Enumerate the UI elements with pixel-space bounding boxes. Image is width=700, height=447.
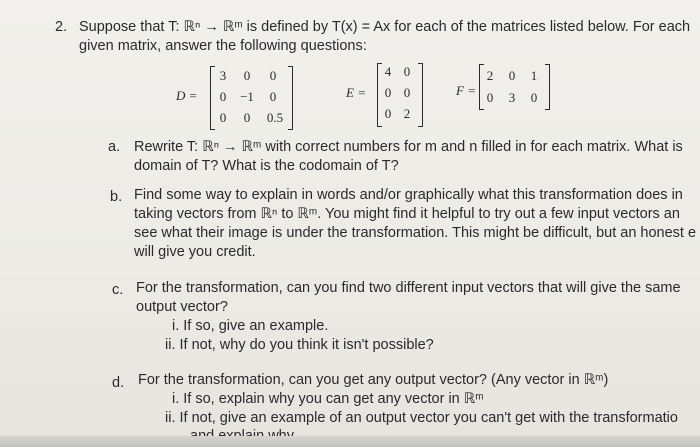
matrix-e-cell: 4 <box>384 64 392 79</box>
question-intro-line2: given matrix, answer the following questions: <box>79 38 367 54</box>
part-b-letter: b. <box>110 189 123 205</box>
question-intro-line1: Suppose that T: ℝⁿ → ℝᵐ is defined by T(x) = Ax for each of the matrices listed below. For each <box>79 19 691 35</box>
matrix-f-cell: 3 <box>508 90 516 105</box>
matrix-d-right-bracket <box>288 66 293 130</box>
matrix-d-cell: 0 <box>269 89 277 104</box>
matrix-e-label: E = <box>346 85 366 100</box>
matrix-e-cell: 0 <box>403 64 411 79</box>
matrix-e-right-bracket <box>418 63 423 127</box>
part-d-letter: d. <box>112 375 125 391</box>
part-d-sub-ii-line1: ii. If not, give an example of an output vector you can't get with the transformatio <box>165 410 678 426</box>
matrix-d-cell: −1 <box>240 89 254 104</box>
page-edge-shadow <box>0 436 700 447</box>
matrix-e-cell: 0 <box>384 106 392 121</box>
matrix-e-cell: 0 <box>384 85 392 100</box>
matrix-d-cell: 0 <box>243 68 251 83</box>
part-a-line1: Rewrite T: ℝⁿ → ℝᵐ with correct numbers for m and n filled in for each matrix. What is <box>134 139 683 155</box>
part-c-sub-i: i. If so, give an example. <box>172 318 329 334</box>
matrix-e-cell: 2 <box>403 106 411 121</box>
part-d-sub-i: i. If so, explain why you can get any vector in ℝᵐ <box>172 391 484 407</box>
matrix-d-cell: 0 <box>243 110 251 125</box>
matrix-f-cell: 1 <box>530 68 538 83</box>
part-b-line3: see what their image is under the transformation. This might be difficult, but an honest e <box>134 225 697 241</box>
part-d-line1: For the transformation, can you get any output vector? (Any vector in ℝᵐ) <box>138 372 609 388</box>
matrix-f-cell: 0 <box>530 90 538 105</box>
part-c-sub-ii: ii. If not, why do you think it isn't possible? <box>165 337 434 353</box>
matrix-d-cell: 0 <box>219 110 227 125</box>
part-b-line1: Find some way to explain in words and/or graphically what this transformation does in <box>134 187 683 203</box>
matrix-d-cell: 3 <box>219 68 227 83</box>
matrix-d-cell: 0.5 <box>266 110 284 125</box>
matrix-f-right-bracket <box>545 64 550 110</box>
part-b-line2: taking vectors from ℝⁿ to ℝᵐ. You might find it helpful to try out a few input vectors an <box>134 206 680 222</box>
part-c-letter: c. <box>112 282 124 298</box>
matrix-d-cell: 0 <box>219 89 227 104</box>
part-a-letter: a. <box>108 139 121 155</box>
part-a-line2: domain of T? What is the codomain of T? <box>134 158 399 174</box>
matrix-d-label: D = <box>176 88 198 103</box>
matrix-f-cell: 0 <box>486 90 494 105</box>
question-number: 2. <box>55 19 68 35</box>
matrix-f-cell: 2 <box>486 68 494 83</box>
matrix-e-cell: 0 <box>403 85 411 100</box>
matrix-f-cell: 0 <box>508 68 516 83</box>
part-c-line1: For the transformation, can you find two different input vectors that will give the same <box>136 280 681 296</box>
matrix-d-cell: 0 <box>269 68 277 83</box>
matrix-f-label: F = <box>456 83 476 98</box>
part-c-line2: output vector? <box>136 299 228 315</box>
part-b-line4: will give you credit. <box>134 244 256 260</box>
